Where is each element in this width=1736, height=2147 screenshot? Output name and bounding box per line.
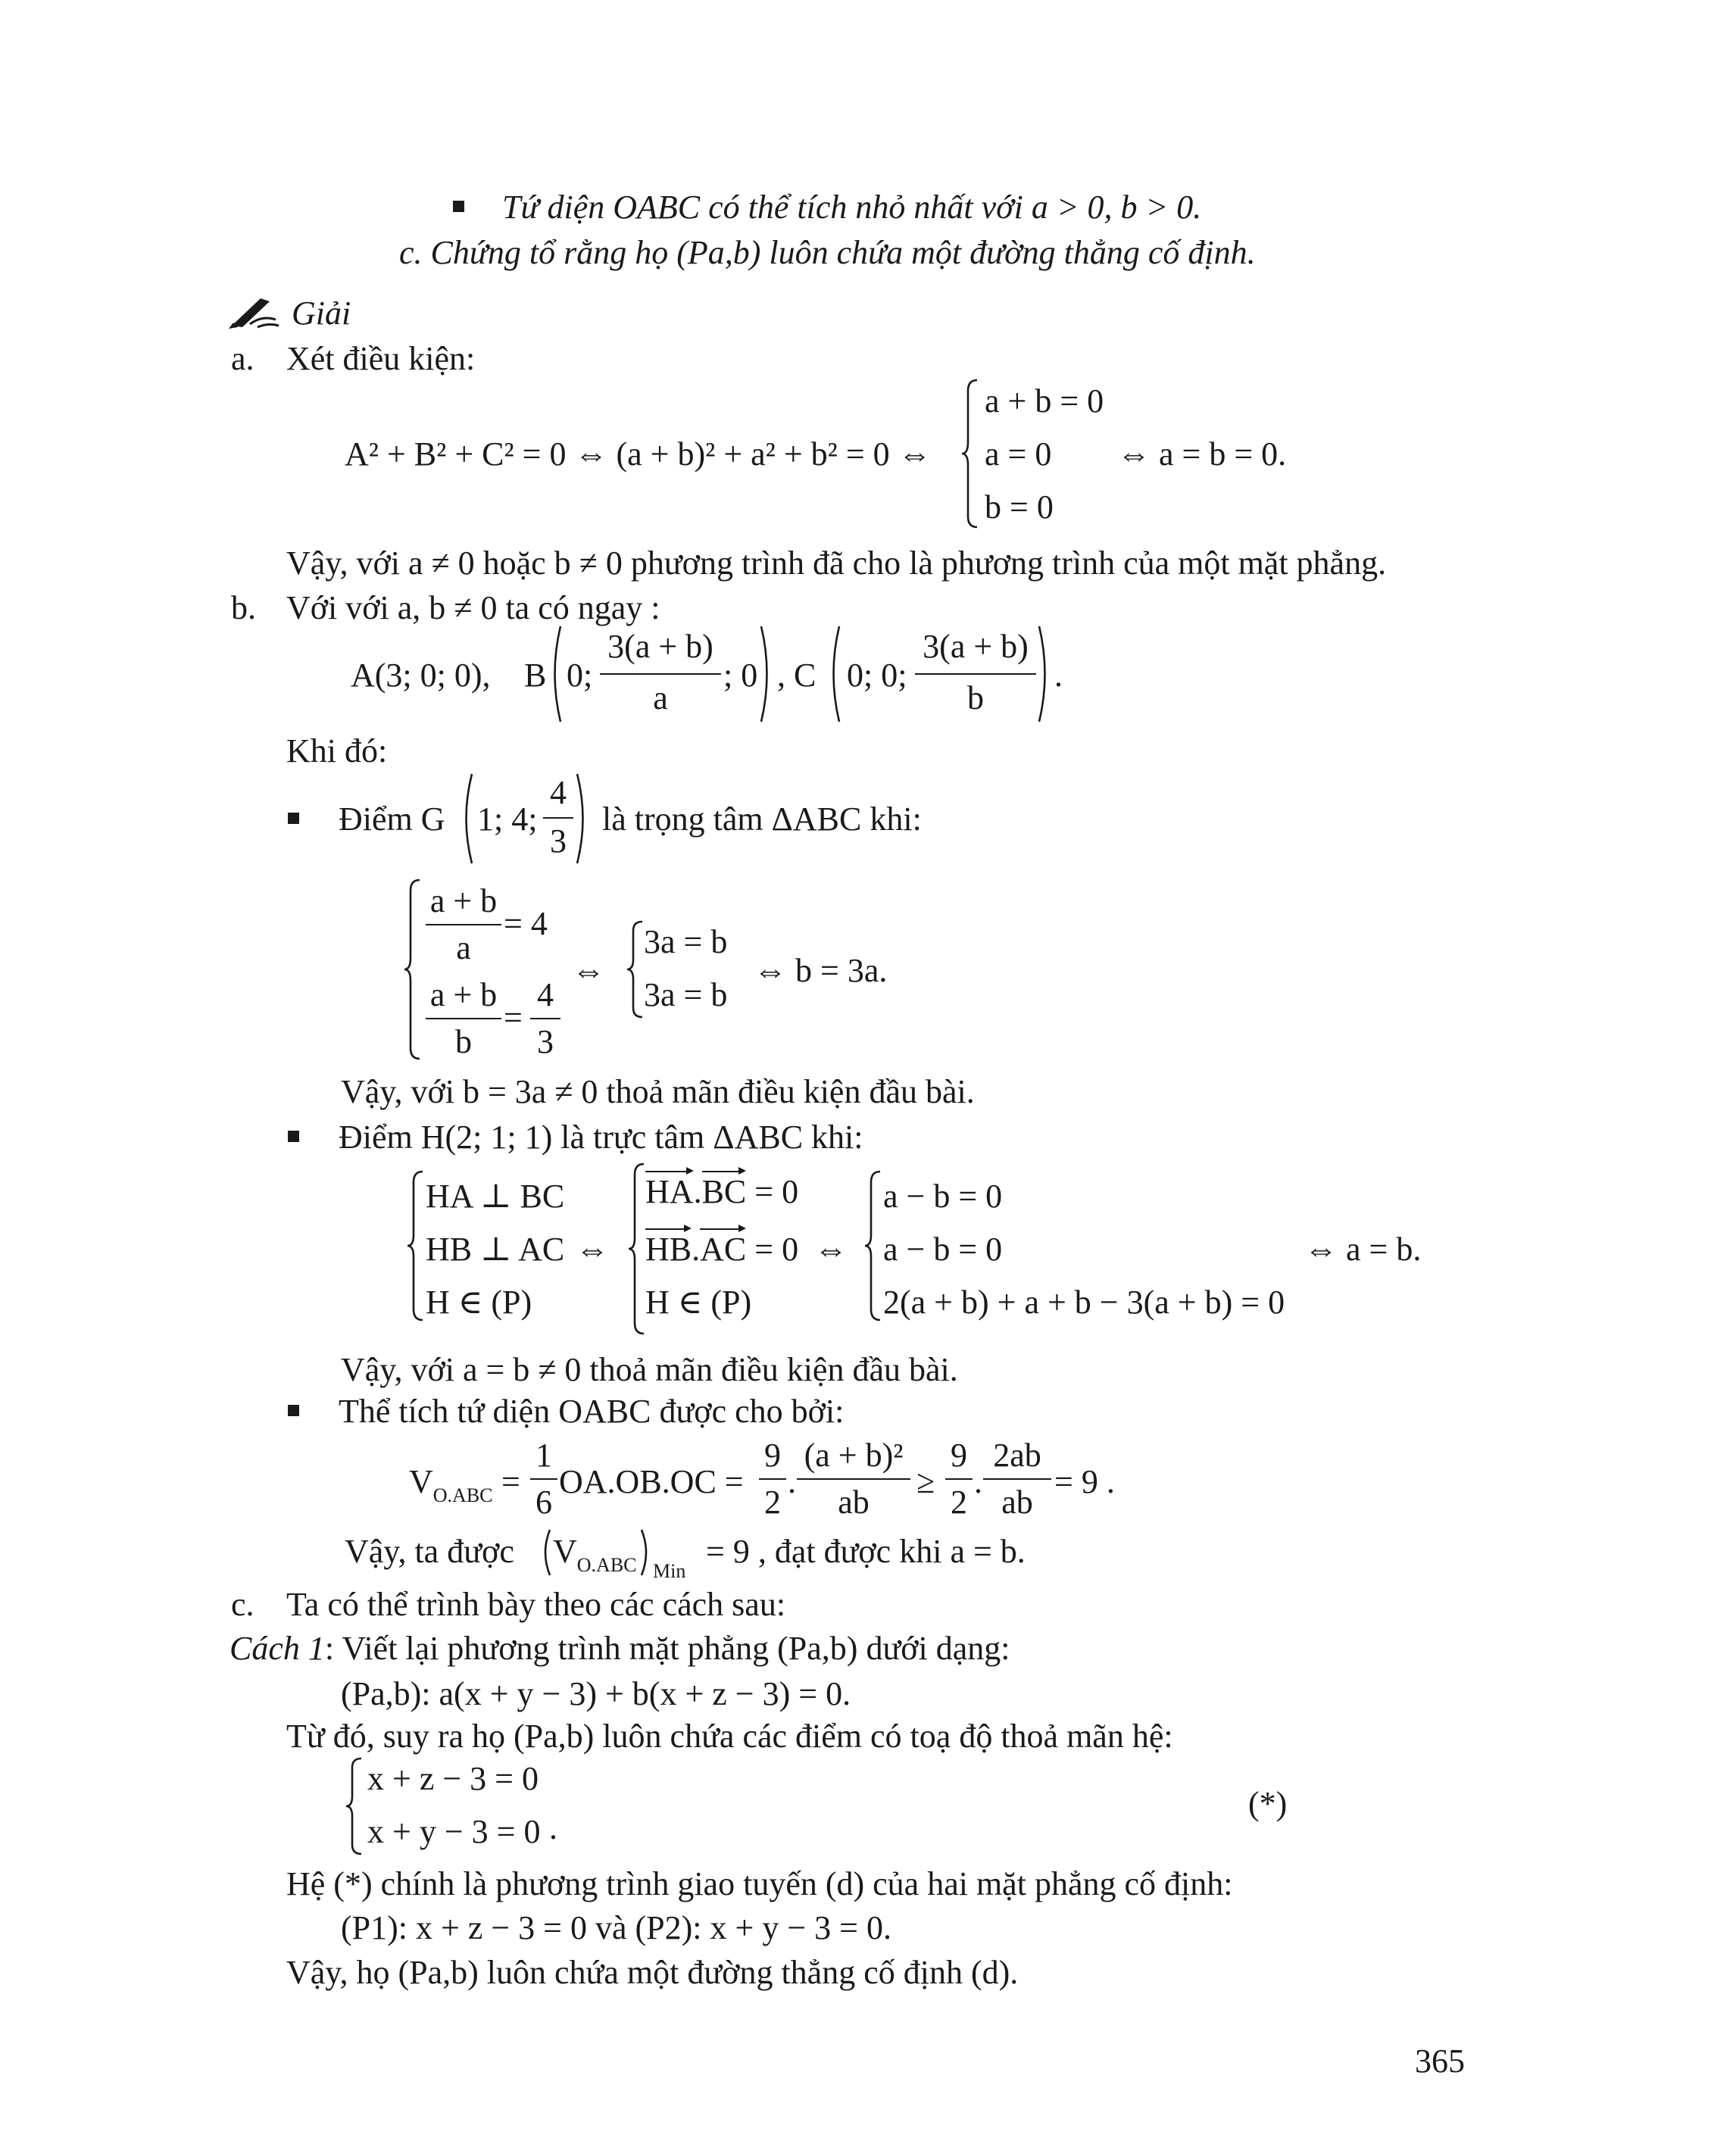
v-dot-2: .	[974, 1463, 982, 1500]
h-sys1-line-1: HA ⊥ BC	[426, 1178, 565, 1215]
brace-h-3	[863, 1170, 882, 1322]
v-concl-pre: Vậy, ta được	[345, 1533, 514, 1570]
g-sys-eq-2: =	[504, 999, 523, 1036]
point-a: A(3; 0; 0),	[351, 657, 491, 694]
bullet-square-icon	[288, 813, 299, 824]
h-sys2-line-2: HB.AC = 0	[645, 1231, 799, 1268]
part-c-label: c.	[231, 1586, 254, 1623]
paren-c-left	[826, 625, 841, 723]
system-a-line-3: b = 0	[985, 488, 1054, 526]
v-dot-1: .	[788, 1463, 796, 1500]
point-c-label: , C	[777, 657, 816, 694]
v-symbol: V	[409, 1463, 433, 1500]
v-f5-den: ab	[1001, 1484, 1033, 1521]
v-f1-num: 1	[535, 1437, 552, 1474]
part-c-line-2: Từ đó, suy ra họ (Pa,b) luôn chứa các điểm có toạ độ thoả mãn hệ:	[286, 1718, 1173, 1755]
part-b-intro: Với với a, b ≠ 0 ta có ngay :	[286, 589, 660, 626]
h-sys2-eq-2: = 0	[754, 1231, 799, 1268]
part-a-label: a.	[231, 340, 254, 377]
g-sys-rden: 3	[537, 1023, 554, 1060]
point-b-coord: 0;	[567, 657, 593, 694]
part-a-conclusion: Vậy, với a ≠ 0 hoặc b ≠ 0 phương trình đã cho là phương trình của một mặt phẳng.	[286, 545, 1387, 582]
g-sys-rnum: 4	[537, 976, 554, 1013]
point-c-fraction	[915, 630, 1036, 719]
v-lhs	[409, 1463, 493, 1506]
paren-b-right	[760, 625, 775, 723]
g-sys-den-2: b	[455, 1023, 472, 1060]
v-f1-den: 6	[535, 1484, 552, 1521]
h-conclusion: Vậy, với a = b ≠ 0 thoả mãn điều kiện đầu bài.	[341, 1351, 958, 1388]
part-a-equation: A² + B² + C² = 0 ⇔ (a + b)² + a² + b² = 0 ⇔	[345, 435, 932, 473]
h-sys3-line-1: a − b = 0	[883, 1178, 1003, 1215]
system-c-line-1: x + z − 3 = 0	[367, 1760, 539, 1797]
item-c-statement: c. Chứng tổ rằng họ (Pa,b) luôn chứa một đường thẳng cố định.	[399, 234, 1256, 271]
v-frac-5	[983, 1439, 1051, 1522]
v-f4-den: 2	[951, 1484, 967, 1521]
point-g-description: là trọng tâm ΔABC khi:	[602, 800, 922, 838]
h-intro: Điểm H(2; 1; 1) là trực tâm ΔABC khi:	[339, 1119, 863, 1156]
g-sys2-line-1: 3a = b	[644, 923, 728, 960]
point-g-label: Điểm G	[339, 800, 445, 838]
points-end-dot: .	[1054, 657, 1063, 694]
g-system-fraction-2	[426, 978, 501, 1062]
g-sys-num-2: a + b	[429, 976, 498, 1013]
h-sys1-line-2: HB ⊥ AC	[426, 1231, 565, 1268]
v-frac-1	[530, 1439, 557, 1522]
v-f2-den: 2	[764, 1484, 781, 1521]
h-sys2-line-3: H ∈ (P)	[645, 1284, 752, 1321]
v-frac-3	[797, 1439, 910, 1522]
system-c-dot: .	[549, 1809, 557, 1846]
vmin-sub: O.ABC	[576, 1554, 637, 1576]
point-c-numerator: 3(a + b)	[923, 628, 1029, 665]
cach-1-text: : Viết lại phương trình mặt phẳng (Pa,b) dưới dạng:	[324, 1630, 1010, 1667]
star-label: (*)	[1248, 1785, 1288, 1822]
solution-heading: Giải	[292, 295, 351, 332]
h-sys1-line-3: H ∈ (P)	[426, 1284, 532, 1321]
bullet-square-icon	[288, 1131, 299, 1142]
v-f4-num: 9	[951, 1437, 967, 1474]
point-b-denominator: a	[653, 679, 668, 716]
point-g-coord: 1; 4;	[477, 800, 538, 838]
page-number: 365	[1415, 2042, 1465, 2080]
h-iff-2: ⇔	[814, 1231, 848, 1268]
part-b-label: b.	[231, 589, 256, 626]
point-c-denominator: b	[967, 679, 984, 716]
bullet-square-icon	[288, 1405, 299, 1416]
point-b-tail: ; 0	[723, 657, 758, 694]
paren-vmin-left	[539, 1528, 551, 1577]
g-iff: ⇔	[572, 952, 605, 989]
v-eq: =	[501, 1463, 520, 1500]
v-ge: ≥	[916, 1463, 935, 1500]
part-c-conclusion: Vậy, họ (Pa,b) luôn chứa một đường thẳng cố định (d).	[286, 1954, 1019, 1991]
paren-b-left	[547, 625, 562, 723]
paren-g-left	[458, 772, 473, 865]
paren-c-right	[1038, 625, 1053, 723]
vector-ha: HA	[645, 1173, 694, 1210]
paren-g-right	[576, 772, 591, 865]
v-frac-4	[945, 1439, 973, 1522]
g-numerator: 4	[550, 774, 567, 811]
part-a-result: ⇔ a = b = 0.	[1117, 435, 1287, 473]
h-result: ⇔ a = b.	[1304, 1231, 1422, 1268]
v-intro: Thể tích tứ diện OABC được cho bởi:	[339, 1393, 845, 1430]
v-min-label: Min	[653, 1560, 686, 1582]
g-sys2-line-2: 3a = b	[644, 976, 728, 1013]
point-b-numerator: 3(a + b)	[607, 628, 713, 665]
v-f5-num: 2ab	[993, 1437, 1041, 1474]
brace-a	[960, 379, 979, 529]
part-c-intro: Ta có thể trình bày theo các cách sau:	[286, 1586, 786, 1623]
h-sys2-eq-1: = 0	[754, 1173, 799, 1210]
vmin-v: V	[553, 1533, 577, 1570]
point-b-fraction	[600, 630, 721, 719]
v-concl-post: = 9 , đạt được khi a = b.	[706, 1533, 1026, 1570]
bullet-tetrahedron-min: Tứ diện OABC có thể tích nhỏ nhất với a > 0, b > 0.	[502, 189, 1202, 226]
planes-equation: (P1): x + z − 3 = 0 và (P2): x + y − 3 = 0.	[341, 1909, 891, 1946]
v-term-1: OA.OB.OC =	[559, 1463, 744, 1500]
system-c-line-2: x + y − 3 = 0	[367, 1813, 541, 1850]
part-a-intro: Xét điều kiện:	[286, 340, 476, 377]
g-denominator: 3	[550, 822, 567, 860]
h-sys2-line-1: HA.BC = 0	[645, 1173, 799, 1210]
g-conclusion: Vậy, với b = 3a ≠ 0 thoả mãn điều kiện đầu bài.	[341, 1073, 975, 1110]
point-g-fraction	[543, 776, 573, 860]
bullet-square-icon	[453, 201, 464, 212]
vector-bc: BC	[701, 1173, 747, 1210]
system-a-line-1: a + b = 0	[985, 382, 1104, 420]
g-sys-eq-1: = 4	[504, 905, 548, 942]
v-f2-num: 9	[764, 1437, 781, 1474]
part-c-line-3: Hệ (*) chính là phương trình giao tuyến (d) của hai mặt phẳng cố định:	[286, 1865, 1233, 1902]
g-system-fraction-3	[530, 978, 560, 1062]
v-f3-num: (a + b)²	[804, 1437, 904, 1474]
cach-1-line	[229, 1632, 1010, 1665]
brace-c	[345, 1757, 363, 1855]
v-min-symbol	[553, 1533, 637, 1576]
brace-h-1	[406, 1170, 424, 1322]
h-sys3-line-3: 2(a + b) + a + b − 3(a + b) = 0	[883, 1284, 1285, 1321]
g-sys-num-1: a + b	[429, 882, 498, 919]
khi-do: Khi đó:	[286, 732, 388, 769]
v-subscript: O.ABC	[432, 1484, 493, 1506]
cach-1-label: Cách 1	[229, 1630, 325, 1667]
system-a-line-2: a = 0	[985, 435, 1052, 473]
point-b-label: B	[524, 657, 547, 694]
g-result: ⇔ b = 3a.	[754, 952, 888, 989]
pen-writing-icon	[227, 292, 282, 330]
vector-ac: AC	[700, 1231, 747, 1268]
h-iff-1: ⇔	[576, 1231, 609, 1268]
g-sys-den-1: a	[456, 929, 471, 966]
family-equation: (Pa,b): a(x + y − 3) + b(x + z − 3) = 0.	[341, 1675, 851, 1712]
brace-h-2	[627, 1162, 645, 1335]
v-frac-2	[759, 1439, 786, 1522]
point-c-coord: 0; 0;	[847, 657, 907, 694]
paren-vmin-right	[640, 1528, 652, 1577]
v-f3-den: ab	[838, 1484, 870, 1521]
g-system-fraction-1	[426, 882, 501, 968]
brace-g-system	[403, 878, 421, 1060]
brace-g-system-2	[626, 920, 644, 1019]
v-end: = 9 .	[1054, 1463, 1115, 1500]
h-sys3-line-2: a − b = 0	[883, 1231, 1003, 1268]
vector-hb: HB	[645, 1231, 692, 1268]
